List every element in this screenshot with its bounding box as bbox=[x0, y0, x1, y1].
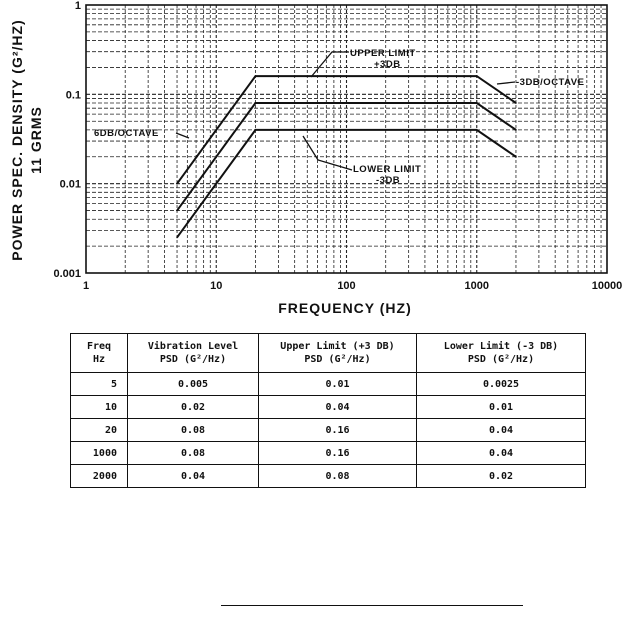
y-tick-label: 0.01 bbox=[59, 178, 81, 191]
y-tick-label: 0.1 bbox=[65, 89, 81, 102]
data-point-lower bbox=[476, 129, 478, 131]
cell-level: 0.02 bbox=[128, 396, 259, 419]
cell-level: 0.08 bbox=[128, 442, 259, 465]
cell-lower: 0.0025 bbox=[417, 373, 586, 396]
cell-freq: 10 bbox=[71, 396, 128, 419]
data-point-nominal bbox=[515, 129, 517, 131]
header-freq: Freq Hz bbox=[71, 334, 128, 373]
6db-label: 6DB/OCTAVE bbox=[94, 128, 159, 139]
table-row bbox=[71, 465, 586, 488]
lower-limit-label: LOWER LIMIT bbox=[353, 164, 422, 175]
cell-upper: 0.04 bbox=[259, 396, 417, 419]
y-tick-label: 0.001 bbox=[53, 268, 81, 280]
x-tick-label: 10 bbox=[210, 280, 223, 292]
x-tick-label: 10000 bbox=[591, 280, 623, 292]
tick-labels bbox=[53, 0, 622, 292]
cell-lower: 0.01 bbox=[417, 396, 586, 419]
cell-lower: 0.04 bbox=[417, 419, 586, 442]
table-row bbox=[71, 419, 586, 442]
chart-grid bbox=[86, 5, 607, 273]
cell-level: 0.08 bbox=[128, 419, 259, 442]
upper-limit-value: +3DB bbox=[374, 59, 401, 70]
table-row bbox=[71, 373, 586, 396]
annotation-lower-limit bbox=[303, 136, 421, 186]
cell-upper: 0.16 bbox=[259, 419, 417, 442]
data-point-lower bbox=[515, 156, 517, 158]
x-tick-label: 100 bbox=[337, 280, 356, 292]
cell-level: 0.04 bbox=[128, 465, 259, 488]
x-tick-label: 1000 bbox=[464, 280, 489, 292]
lower-limit-value: -3DB bbox=[376, 175, 401, 186]
header-vibration-level: Vibration Level PSD (G²/Hz) bbox=[128, 334, 259, 373]
header-lower-limit: Lower Limit (-3 DB) PSD (G²/Hz) bbox=[417, 334, 586, 373]
psd-table bbox=[70, 333, 586, 488]
data-point-upper bbox=[176, 183, 178, 185]
data-point-nominal bbox=[176, 210, 178, 212]
footer-rule bbox=[221, 605, 523, 606]
table-header-row bbox=[71, 334, 586, 373]
cell-upper: 0.16 bbox=[259, 442, 417, 465]
cell-upper: 0.08 bbox=[259, 465, 417, 488]
cell-freq: 1000 bbox=[71, 442, 128, 465]
cell-upper: 0.01 bbox=[259, 373, 417, 396]
cell-level: 0.005 bbox=[128, 373, 259, 396]
cell-lower: 0.04 bbox=[417, 442, 586, 465]
data-point-upper bbox=[515, 102, 517, 104]
3db-label: -3DB/OCTAVE bbox=[516, 77, 585, 88]
data-point-upper bbox=[255, 75, 257, 77]
header-upper-limit: Upper Limit (+3 DB) PSD (G²/Hz) bbox=[259, 334, 417, 373]
3db-leader bbox=[497, 82, 515, 84]
cell-freq: 2000 bbox=[71, 465, 128, 488]
table-row bbox=[71, 442, 586, 465]
data-point-nominal bbox=[476, 102, 478, 104]
x-tick-label: 1 bbox=[82, 280, 90, 292]
data-point-upper bbox=[476, 75, 478, 77]
cell-freq: 20 bbox=[71, 419, 128, 442]
y-axis-subtitle: 11 GRMS bbox=[28, 106, 44, 174]
annotation-6db-octave bbox=[94, 128, 189, 139]
annotation-3db-octave bbox=[497, 77, 584, 88]
upper-limit-leader bbox=[311, 52, 349, 77]
x-axis-title: FREQUENCY (HZ) bbox=[278, 300, 412, 316]
y-axis-title: POWER SPEC. DENSITY (G²/HZ) bbox=[9, 19, 25, 261]
table-row bbox=[71, 396, 586, 419]
upper-limit-label: UPPER LIMIT bbox=[350, 48, 416, 59]
data-point-lower bbox=[176, 237, 178, 239]
y-tick-label: 1 bbox=[74, 0, 81, 12]
cell-lower: 0.02 bbox=[417, 465, 586, 488]
data-point-lower bbox=[255, 129, 257, 131]
data-point-nominal bbox=[255, 102, 257, 104]
cell-freq: 5 bbox=[71, 373, 128, 396]
